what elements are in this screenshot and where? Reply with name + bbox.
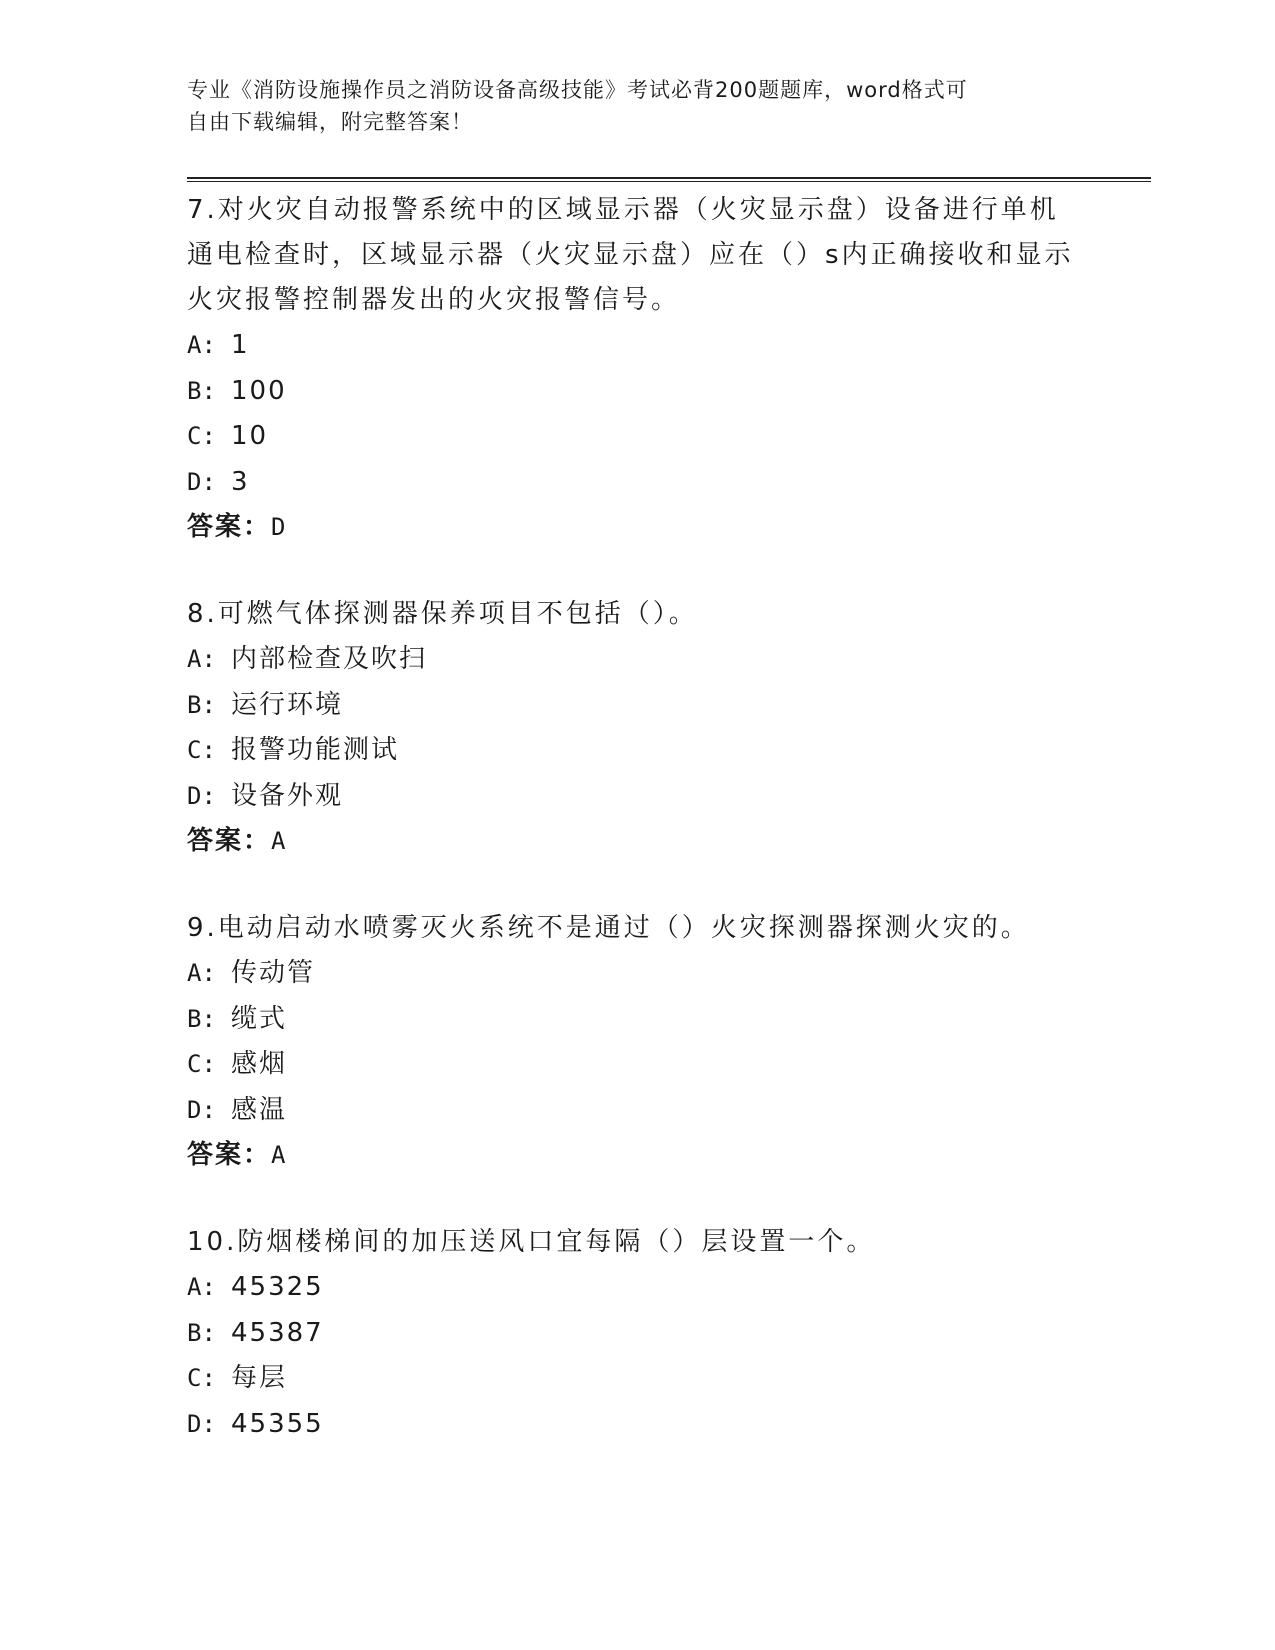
option-text: 45325 — [231, 1272, 324, 1302]
option-letter: D: — [187, 1409, 216, 1438]
option-d — [187, 460, 1147, 506]
option-text: 报警功能测试 — [231, 735, 400, 765]
option-letter: B: — [187, 1318, 216, 1347]
question-stem-line: 火灾报警控制器发出的火灾报警信号。 — [187, 285, 681, 315]
option-text: 内部检查及吹扫 — [231, 644, 428, 674]
answer-line — [187, 819, 1147, 864]
option-letter: C: — [187, 1050, 216, 1078]
option-text: 设备外观 — [231, 780, 344, 811]
option-text: 3 — [231, 466, 250, 497]
option-d — [187, 1088, 1147, 1134]
header-line-1: 专业《消防设施操作员之消防设备高级技能》考试必背200题题库，word格式可 — [187, 78, 968, 102]
option-letter: C: — [187, 736, 216, 764]
option-letter: A: — [187, 959, 216, 987]
answer-line — [187, 505, 1147, 550]
question-7 — [187, 188, 1147, 550]
option-text: 传动管 — [231, 958, 316, 988]
option-letter: C: — [187, 422, 216, 450]
question-10 — [187, 1220, 1147, 1447]
option-b — [187, 683, 1147, 729]
option-text: 运行环境 — [231, 689, 344, 720]
option-c — [187, 1042, 1147, 1088]
option-letter: D: — [187, 1095, 216, 1124]
question-stem-line: 9.电动启动水喷雾灭火系统不是通过（）火灾探测器探测火灾的。 — [187, 913, 1030, 943]
option-b — [187, 997, 1147, 1043]
option-a — [187, 1265, 1147, 1311]
question-stem — [187, 592, 1147, 637]
option-text: 感温 — [231, 1094, 288, 1125]
question-stem — [187, 1220, 1147, 1265]
option-text: 1 — [231, 330, 250, 360]
option-a — [187, 637, 1147, 683]
question-8 — [187, 592, 1147, 864]
question-stem-line: 10.防烟楼梯间的加压送风口宜每隔（）层设置一个。 — [187, 1227, 876, 1257]
option-letter: D: — [187, 467, 216, 496]
option-text: 10 — [231, 421, 269, 451]
option-d — [187, 1402, 1147, 1448]
option-letter: B: — [187, 376, 216, 405]
answer-value: D — [271, 513, 288, 541]
question-stem — [187, 906, 1147, 951]
option-letter: D: — [187, 781, 216, 810]
header-divider-thin — [187, 181, 1151, 182]
header-line-2: 自由下载编辑，附完整答案！ — [187, 110, 473, 134]
option-text: 每层 — [231, 1363, 288, 1393]
option-text: 100 — [231, 375, 287, 406]
option-c — [187, 1356, 1147, 1402]
option-text: 缆式 — [231, 1003, 288, 1034]
question-stem-line: 7.对火灾自动报警系统中的区域显示器（火灾显示盘）设备进行单机 — [187, 195, 1059, 225]
answer-label: 答案： — [187, 1140, 272, 1170]
option-letter: A: — [187, 331, 216, 359]
option-letter: B: — [187, 1004, 216, 1033]
option-c — [187, 414, 1147, 460]
option-c — [187, 728, 1147, 774]
question-stem — [187, 188, 1147, 323]
answer-line — [187, 1133, 1147, 1178]
option-d — [187, 774, 1147, 820]
question-9 — [187, 906, 1147, 1178]
question-list — [187, 188, 1147, 1489]
answer-value: A — [271, 827, 288, 855]
option-b — [187, 1311, 1147, 1357]
option-letter: A: — [187, 1273, 216, 1301]
header-divider-thick — [187, 177, 1151, 179]
answer-label: 答案： — [187, 512, 272, 542]
answer-value: A — [271, 1141, 288, 1169]
option-letter: B: — [187, 690, 216, 719]
option-text: 45387 — [231, 1317, 324, 1348]
option-b — [187, 369, 1147, 415]
option-letter: C: — [187, 1364, 216, 1392]
question-stem-line: 8.可燃气体探测器保养项目不包括（）。 — [187, 599, 698, 629]
document-header — [187, 74, 1087, 138]
option-a — [187, 951, 1147, 997]
answer-label: 答案： — [187, 826, 272, 856]
option-text: 感烟 — [231, 1049, 288, 1079]
question-stem-line: 通电检查时，区域显示器（火灾显示盘）应在（）s内正确接收和显示 — [187, 240, 1074, 270]
option-a — [187, 323, 1147, 369]
option-text: 45355 — [231, 1408, 324, 1439]
option-letter: A: — [187, 645, 216, 673]
